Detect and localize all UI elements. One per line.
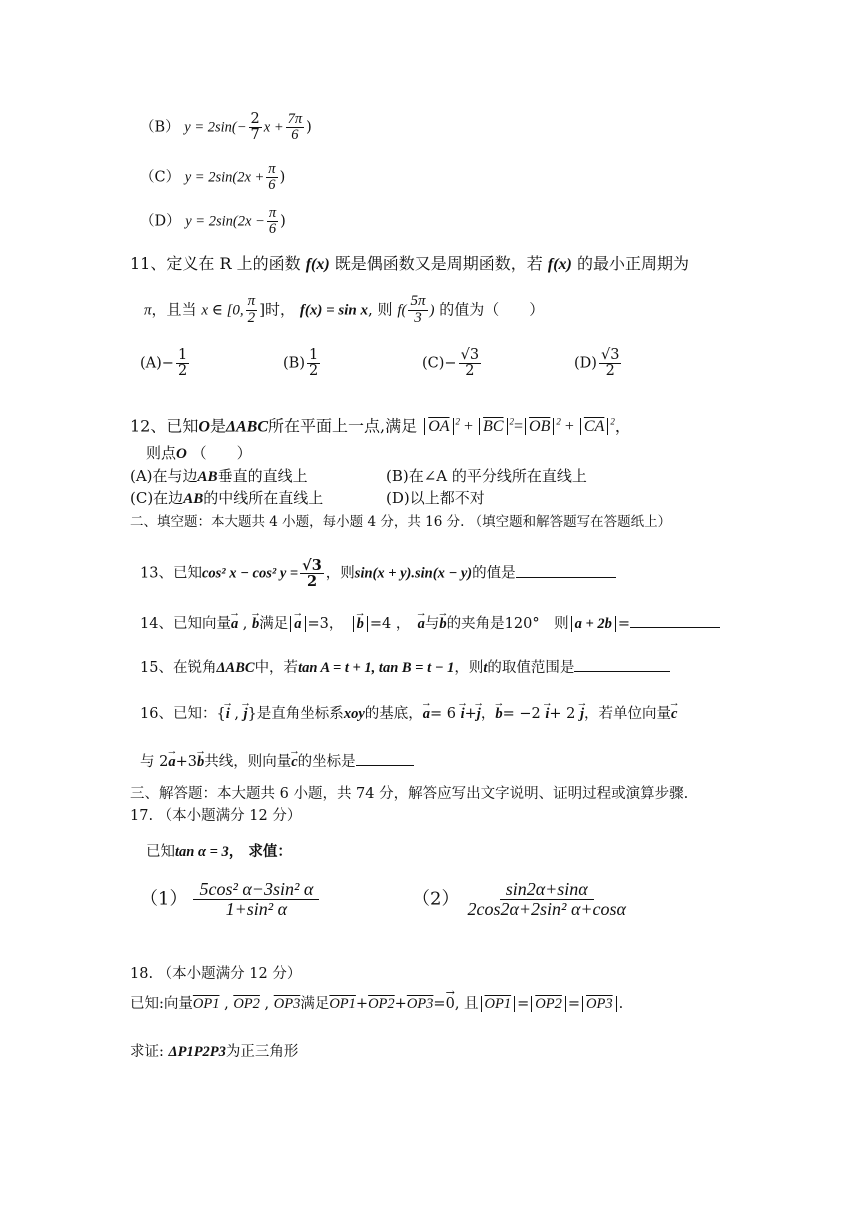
answer-blank[interactable] bbox=[356, 750, 414, 766]
fraction: $\frac{\sin 2\alpha+\sin\alpha}{\text{2cos2α+2sin² α+cosα}}$ bbox=[467, 879, 626, 919]
q11-line2: π，且当 x ∈ [0, $\frac{\pi}{2}$ ]时， f(x) = sin x, 则 f( $\frac{5\pi}{3}$ ) 的值为（ ） bbox=[144, 293, 545, 326]
fraction: $\frac{√3}{2}$ bbox=[460, 347, 480, 380]
q17-part2: （2） $\frac{\sin 2\alpha+\sin\alpha}{\text{2cos2α+2sin² α+cosα}}$ bbox=[412, 879, 626, 919]
q12-line2: 则点O （ ） bbox=[146, 444, 252, 462]
section-heading-fill-in: 二、填空题：本大题共 4 小题，每小题 4 分，共 16 分. （填空题和解答题写在答题纸上） bbox=[130, 514, 672, 530]
q12-line1: 12、已知O是ΔABC所在平面上一点,满足 $\overline{OA}$ $^2 + \overline{BC}$ $^2= \overline{OB}$ $^2 + \overline{CA}$ $^2$， bbox=[130, 416, 631, 436]
fraction: $\frac{1}{2}$ bbox=[308, 347, 319, 380]
q17-title: 17. （本小题满分 12 分） bbox=[130, 808, 302, 824]
q15: 15、在锐角ΔABC中，若tan A = t + 1, tan B = t − 1，则t的取值范围是 bbox=[140, 656, 670, 678]
answer-blank[interactable] bbox=[630, 612, 720, 628]
fraction: $\frac{\text{5cos² α−3sin² α}}{\text{1+sin² α}}$ bbox=[193, 880, 319, 919]
q11-option-b: (B) $\frac{1}{2}$ bbox=[283, 347, 319, 380]
q12-option-a: (A)在与边AB垂直的直线上 bbox=[130, 467, 308, 485]
q17-part1: （1） $\frac{\text{5cos² α−3sin² α}}{\text{1+sin² α}}$ bbox=[140, 880, 321, 919]
q11-option-d: (D) $\frac{√3}{2}$ bbox=[574, 347, 620, 380]
q10-option-d: （D） y = 2sin(2x − $\frac{\pi}{6}$ ) bbox=[140, 205, 286, 238]
q12-option-d: (D)以上都不对 bbox=[386, 489, 485, 507]
answer-blank[interactable] bbox=[574, 656, 670, 672]
q18-condition: 已知:向量OP1 , OP2 , OP3满足OP1+OP2+OP3=→ 0, 且 OP1 = OP2 = OP3 . bbox=[130, 994, 623, 1014]
fraction: $\frac{\pi}{6}$ bbox=[268, 161, 276, 194]
q11-option-a: (A)− $\frac{1}{2}$ bbox=[140, 347, 188, 380]
q10-option-c: （C） y = 2sin(2x + $\frac{\pi}{6}$ ) bbox=[140, 161, 286, 194]
q11-option-c: (C)− $\frac{√3}{2}$ bbox=[422, 347, 480, 380]
q17-condition: 已知tan α = 3， 求值： bbox=[146, 843, 292, 860]
q12-option-b: (B)在∠A 的平分线所在直线上 bbox=[386, 467, 587, 485]
fraction: $\frac{√3}{2}$ bbox=[302, 557, 322, 591]
q16-line2: 与 2→ a+3→ b共线，则向量→ c的坐标是 bbox=[140, 750, 414, 772]
answer-blank[interactable] bbox=[516, 562, 616, 578]
fraction: $\frac{\pi}{2}$ bbox=[247, 293, 256, 326]
q16-line1: 16、已知：{→ i , → j}是直角坐标系xoy的基底，→ a= 6 → i+→ j，→ b= −2 → i+ 2 → j，若单位向量→ c bbox=[140, 704, 677, 724]
q14: 14、已知向量→ a , → b满足 → a =3， → b =4 ， → a与→ b的夹角是120° 则 a + 2b = bbox=[140, 612, 720, 634]
fraction: $\frac{5\pi}{3}$ bbox=[410, 293, 426, 326]
fraction: $\frac{1}{2}$ bbox=[177, 347, 188, 380]
section-heading-solutions: 三、解答题：本大题共 6 小题，共 74 分，解答应写出文字说明、证明过程或演算步骤. bbox=[130, 786, 689, 802]
q13: 13、已知cos² x − cos² y = $\frac{√3}{2}$ ，则sin(x + y).sin(x − y)的值是 bbox=[140, 558, 616, 589]
q18-title: 18. （本小题满分 12 分） bbox=[130, 966, 302, 982]
fraction: $\frac{2}{7}$ bbox=[250, 111, 260, 144]
q11-line1: 11、定义在 R 上的函数 f(x) 既是偶函数又是周期函数，若 f(x) 的最小正周期为 bbox=[130, 254, 689, 273]
fraction: $\frac{√3}{2}$ bbox=[600, 347, 620, 380]
fraction: $\frac{7\pi}{6}$ bbox=[287, 111, 303, 144]
q12-option-c: (C)在边AB的中线所在直线上 bbox=[130, 489, 324, 507]
q18-proof: 求证: ΔP1P2P3为正三角形 bbox=[130, 1044, 299, 1060]
q10-option-b: （B） y = 2sin(− $\frac{2}{7}$ x + $\frac{7\pi}{6}$ ) bbox=[140, 111, 312, 144]
fraction: $\frac{\pi}{6}$ bbox=[268, 205, 277, 238]
